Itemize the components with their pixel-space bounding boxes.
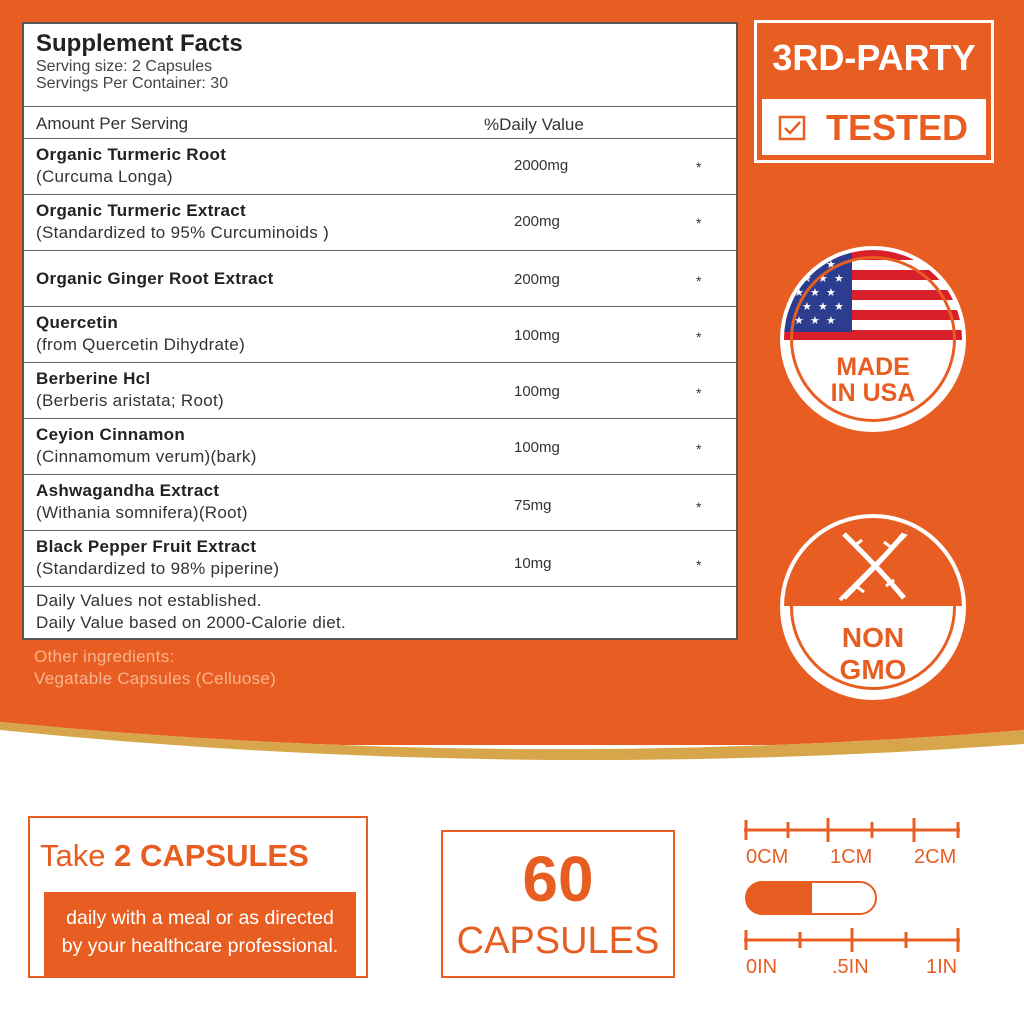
svg-text:★: ★ [818, 300, 828, 313]
ingredient-amount: 75mg [514, 497, 552, 514]
ingredient-dv: * [696, 499, 702, 515]
ingredient-amount: 200mg [514, 213, 560, 230]
made-in-usa-label [784, 354, 962, 406]
tested-bottom-text: TESTED [826, 107, 969, 148]
ingredient-name: Berberine Hcl [36, 369, 151, 388]
amount-per-serving-header: Amount Per Serving [36, 114, 189, 133]
ingredient-dv: * [696, 215, 702, 231]
ingredient-name: Black Pepper Fruit Extract [36, 537, 257, 556]
svg-text:★: ★ [794, 286, 804, 299]
gmo-line2: GMO [839, 654, 907, 685]
cm-tick-label: 2CM [914, 846, 957, 868]
ingredient-amount: 100mg [514, 439, 560, 456]
svg-text:★: ★ [818, 272, 828, 285]
ingredient-amount: 100mg [514, 327, 560, 344]
dosage-heading [40, 838, 309, 874]
ingredient-desc: (Standardized to 98% piperine) [36, 559, 280, 578]
ingredient-name: Ashwagandha Extract [36, 481, 220, 500]
ingredient-name: Quercetin [36, 313, 119, 332]
capsule-count-number: 60 [522, 843, 594, 915]
non-gmo-badge [780, 514, 966, 700]
dosage-line3: by your healthcare professional. [61, 935, 339, 957]
dosage-amount: 2 CAPSULES [114, 838, 309, 873]
capsule-count-card [441, 830, 675, 978]
svg-text:★: ★ [834, 300, 844, 313]
svg-text:★: ★ [802, 272, 812, 285]
dosage-card [28, 816, 368, 978]
svg-text:★: ★ [810, 314, 820, 327]
cm-tick-label: 0CM [746, 846, 789, 868]
supplement-facts-panel [22, 22, 738, 640]
ingredient-row [24, 362, 736, 418]
tested-box [762, 99, 986, 155]
inch-ruler [742, 926, 968, 954]
tested-top-text: 3RD-PARTY [772, 37, 976, 78]
daily-value-header: %Daily Value [484, 115, 584, 134]
ingredient-row [24, 418, 736, 474]
svg-text:★: ★ [826, 258, 836, 271]
facts-title: Supplement Facts [36, 30, 243, 57]
ingredient-desc: (Withania somnifera)(Root) [36, 503, 248, 522]
ingredient-row [24, 474, 736, 530]
ingredient-dv: * [696, 329, 702, 345]
checkbox-icon [778, 115, 806, 141]
capsule-count-unit: CAPSULES [456, 920, 660, 962]
facts-footnote [24, 586, 736, 640]
svg-text:★: ★ [834, 272, 844, 285]
ingredient-desc: (Standardized to 95% Curcuminoids ) [36, 223, 330, 242]
other-ingredients-value: Vegatable Capsules (Celluose) [34, 669, 277, 688]
made-in-usa-badge [780, 246, 966, 432]
usa-line2: IN USA [830, 379, 916, 407]
serving-size: Serving size: 2 Capsules [36, 58, 213, 75]
svg-text:★: ★ [826, 314, 836, 327]
svg-text:★: ★ [810, 258, 820, 271]
ingredient-amount: 2000mg [514, 157, 569, 174]
non-gmo-label [784, 622, 962, 686]
ingredient-name: Organic Ginger Root Extract [36, 269, 274, 288]
ingredient-row [24, 306, 736, 362]
servings-per-container: Servings Per Container: 30 [36, 75, 229, 92]
svg-text:★: ★ [794, 314, 804, 327]
ingredient-dv: * [696, 441, 702, 457]
third-party-tested-badge [754, 20, 994, 163]
cm-tick-label: 1CM [830, 846, 873, 868]
ingredient-amount: 100mg [514, 383, 560, 400]
svg-text:★: ★ [810, 286, 820, 299]
ingredient-name: Ceyion Cinnamon [36, 425, 186, 444]
ingredient-dv: * [696, 557, 702, 573]
capsule-size-scale [742, 816, 968, 996]
other-ingredients-label: Other ingredients: [34, 647, 175, 666]
ingredient-amount: 200mg [514, 271, 560, 288]
dosage-line2: daily with a meal or as directed [66, 907, 334, 929]
dosage-prefix: Take [40, 838, 115, 873]
column-header-row [24, 106, 736, 140]
ingredient-dv: * [696, 159, 702, 175]
ingredient-name: Organic Turmeric Root [36, 145, 227, 164]
capsule-icon [744, 880, 884, 918]
ingredient-dv: * [696, 385, 702, 401]
svg-text:★: ★ [794, 258, 804, 271]
footnote-not-established: Daily Values not established. [36, 591, 262, 610]
svg-text:★: ★ [826, 286, 836, 299]
ingredient-row [24, 194, 736, 250]
ingredient-desc: (Berberis aristata; Root) [36, 391, 224, 410]
svg-text:★: ★ [802, 300, 812, 313]
ingredient-amount: 10mg [514, 555, 552, 572]
other-ingredients [34, 646, 276, 690]
gold-wave-divider [0, 700, 1024, 790]
inch-tick-label: 1IN [926, 956, 958, 978]
inch-tick-label: 0IN [746, 956, 778, 978]
ingredient-row [24, 138, 736, 194]
ingredient-name: Organic Turmeric Extract [36, 201, 247, 220]
ingredient-row [24, 530, 736, 586]
ingredient-desc: (Cinnamomum verum)(bark) [36, 447, 257, 466]
gmo-line1: NON [841, 622, 905, 653]
ingredient-row [24, 250, 736, 306]
cm-ruler [742, 816, 968, 844]
inch-tick-label: .5IN [832, 956, 869, 978]
ingredient-desc: (from Quercetin Dihydrate) [36, 335, 246, 354]
ingredient-desc: (Curcuma Longa) [36, 167, 173, 186]
dosage-instructions [44, 892, 356, 978]
ingredient-dv: * [696, 273, 702, 289]
usa-line1: MADE [836, 353, 910, 381]
footnote-calorie-diet: Daily Value based on 2000-Calorie diet. [36, 613, 347, 632]
